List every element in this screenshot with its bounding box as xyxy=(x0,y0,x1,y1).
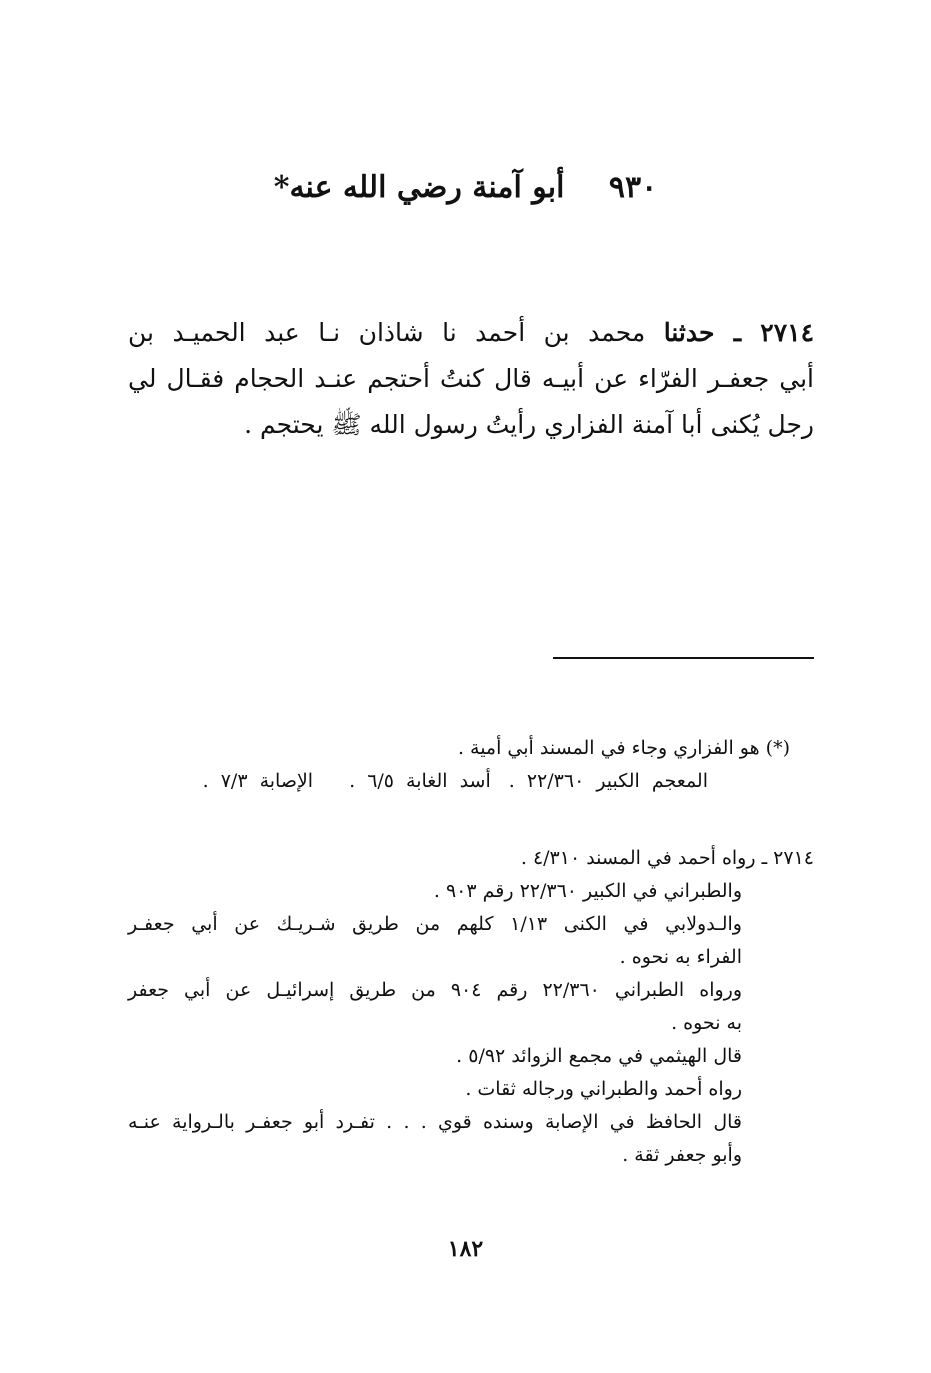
hadith-line: أبي جعفـر الفرّاء عن أبيـه قال كنتُ أحتجم عنـد الحجام فقـال لي xyxy=(128,364,814,393)
star-footnote xyxy=(170,732,790,798)
takhrij-line: قال الهيثمي في مجمع الزوائد ٥/٩٢ . xyxy=(456,1045,742,1067)
hadith-line xyxy=(128,310,814,356)
hadith-line: رجل يُكنى أبا آمنة الفزاري رأيتُ رسول الله ﷺ يحتجم . xyxy=(244,410,814,439)
takhrij-line: ورواه الطبراني ٢٢/٣٦٠ رقم ٩٠٤ من طريق إسرائيـل عن أبي جعفر xyxy=(128,979,742,1001)
hadith-line-text: محمد بن أحمد نا شاذان نـا عبد الحميـد بن xyxy=(128,318,646,347)
source-item: أسد الغابة ٦/٥ . xyxy=(349,770,491,792)
source-item: الإصابة ٧/٣ . xyxy=(202,770,314,792)
takhrij-line: ٢٧١٤ ـ رواه أحمد في المسند ٤/٣١٠ . xyxy=(520,847,814,869)
hadith-text xyxy=(128,310,814,448)
star-footnote-text: (*) هو الفزاري وجاء في المسند أبي أمية . xyxy=(457,737,790,759)
star-footnote-sources xyxy=(170,765,790,798)
source-item: المعجم الكبير ٢٢/٣٦٠ . xyxy=(508,770,708,792)
footnote-separator xyxy=(553,657,814,659)
chapter-heading xyxy=(0,168,931,208)
takhrij-line: رواه أحمد والطبراني ورجاله ثقات . xyxy=(465,1078,742,1100)
takhrij-line: والـدولابي في الكنى ١/١٣ كلهم من طريق شـريـك عن أبي جعفـر xyxy=(128,913,742,935)
chapter-title-text: أبو آمنة رضي الله عنه* xyxy=(273,170,565,205)
page-number: ١٨٢ xyxy=(447,1236,484,1262)
takhrij-line: قال الحافظ في الإصابة وسنده قوي . . . تفـرد أبو جعفـر بالـرواية عنـه xyxy=(128,1111,742,1133)
hadith-number-lead: ٢٧١٤ ـ حدثنا xyxy=(663,318,814,347)
takhrij-line: به نحوه . xyxy=(671,1012,742,1034)
takhrij-line: وأبو جعفر ثقة . xyxy=(622,1144,742,1166)
takhrij-line: الفراء به نحوه . xyxy=(619,946,742,968)
takhrij-line: والطبراني في الكبير ٢٢/٣٦٠ رقم ٩٠٣ . xyxy=(433,880,742,902)
chapter-number: ٩٣٠ xyxy=(608,170,658,205)
takhrij-footnote xyxy=(128,842,814,1172)
